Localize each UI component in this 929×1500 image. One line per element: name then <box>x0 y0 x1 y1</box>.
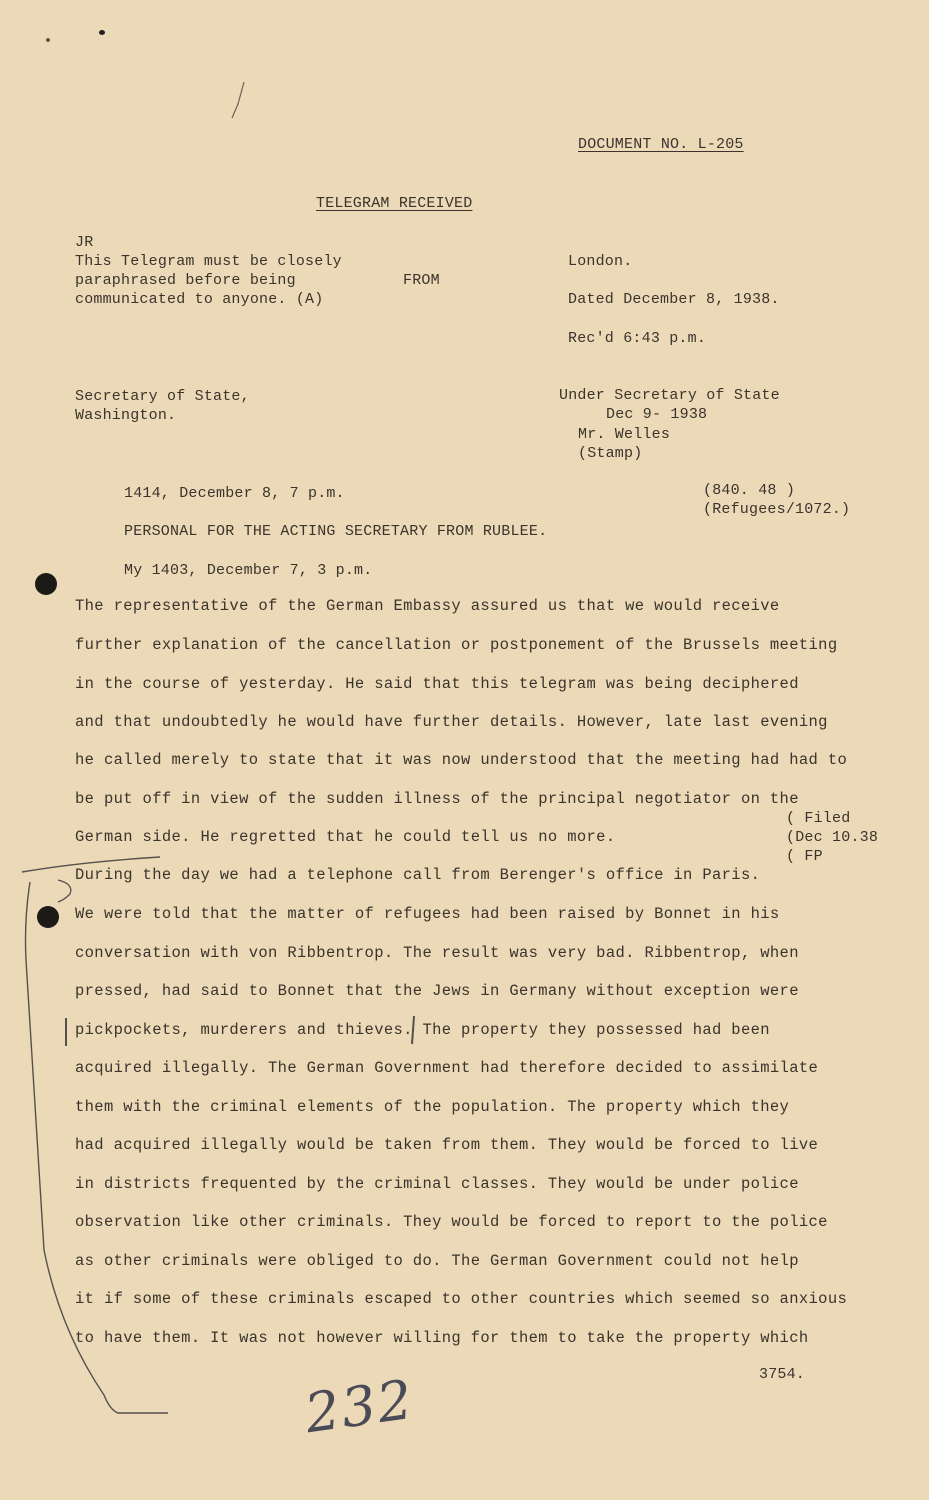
filed-stamp-line-3: ( FP <box>786 848 823 865</box>
header-initials: JR <box>75 234 94 251</box>
body-line: it if some of these criminals escaped to other countries which seemed so anxious <box>75 1290 848 1308</box>
body-line: as other criminals were obliged to do. The German Government could not help <box>75 1252 799 1270</box>
stamp-line-3: Mr. Welles <box>578 426 671 443</box>
body-line: pickpockets, murderers and thieves. The property they possessed had been <box>75 1021 770 1039</box>
body-line: We were told that the matter of refugees had been raised by Bonnet in his <box>75 905 780 923</box>
stamp-line-1: Under Secretary of State <box>559 387 780 404</box>
body-line: German side. He regretted that he could tell us no more. <box>75 828 616 846</box>
personal-line: PERSONAL FOR THE ACTING SECRETARY FROM RUBLEE. <box>124 523 548 540</box>
origin: London. <box>568 253 633 270</box>
body-line: acquired illegally. The German Government had therefore decided to assimilate <box>75 1059 819 1077</box>
body-line: in the course of yesterday. He said that this telegram was being deciphered <box>75 675 799 693</box>
handwritten-page-number: 232 <box>301 1367 418 1446</box>
previous-telegram-reference: My 1403, December 7, 3 p.m. <box>124 562 373 579</box>
filed-stamp-line-1: ( Filed <box>786 810 851 827</box>
body-line: conversation with von Ribbentrop. The result was very bad. Ribbentrop, when <box>75 944 799 962</box>
header-note-line-2: paraphrased before being <box>75 272 296 289</box>
stamp-line-2: Dec 9- 1938 <box>606 406 708 423</box>
document-heading: TELEGRAM RECEIVED <box>316 195 473 212</box>
body-line: be put off in view of the sudden illness of the principal negotiator on the <box>75 790 799 808</box>
header-note-line-1: This Telegram must be closely <box>75 253 342 270</box>
filed-stamp-line-2: (Dec 10.38 <box>786 829 879 846</box>
body-line: observation like other criminals. They would be forced to report to the police <box>75 1213 828 1231</box>
received-line: Rec'd 6:43 p.m. <box>568 330 707 347</box>
addressee-line-2: Washington. <box>75 407 177 424</box>
body-line: them with the criminal elements of the population. The property which they <box>75 1098 790 1116</box>
body-line: in districts frequented by the criminal classes. They would be under police <box>75 1175 799 1193</box>
file-reference-line-1: (840. 48 ) <box>703 482 796 499</box>
document-number: DOCUMENT NO. L-205 <box>578 136 744 153</box>
file-reference-line-2: (Refugees/1072.) <box>703 501 851 518</box>
date-line: Dated December 8, 1938. <box>568 291 780 308</box>
body-line: The representative of the German Embassy assured us that we would receive <box>75 597 780 615</box>
telegram-reference: 1414, December 8, 7 p.m. <box>124 485 345 502</box>
body-line: had acquired illegally would be taken from them. They would be forced to live <box>75 1136 819 1154</box>
from-label: FROM <box>403 272 440 289</box>
body-line: and that undoubtedly he would have further details. However, late last evening <box>75 713 828 731</box>
header-note-line-3: communicated to anyone. (A) <box>75 291 324 308</box>
page-number: 3754. <box>759 1366 806 1383</box>
body-line: pressed, had said to Bonnet that the Jews in Germany without exception were <box>75 982 799 1000</box>
body-line: During the day we had a telephone call from Berenger's office in Paris. <box>75 866 761 884</box>
body-line: further explanation of the cancellation or postponement of the Brussels meeting <box>75 636 838 654</box>
body-line: to have them. It was not however willing for them to take the property which <box>75 1329 809 1347</box>
addressee-line-1: Secretary of State, <box>75 388 250 405</box>
body-line: he called merely to state that it was now understood that the meeting had had to <box>75 751 848 769</box>
stamp-line-4: (Stamp) <box>578 445 643 462</box>
